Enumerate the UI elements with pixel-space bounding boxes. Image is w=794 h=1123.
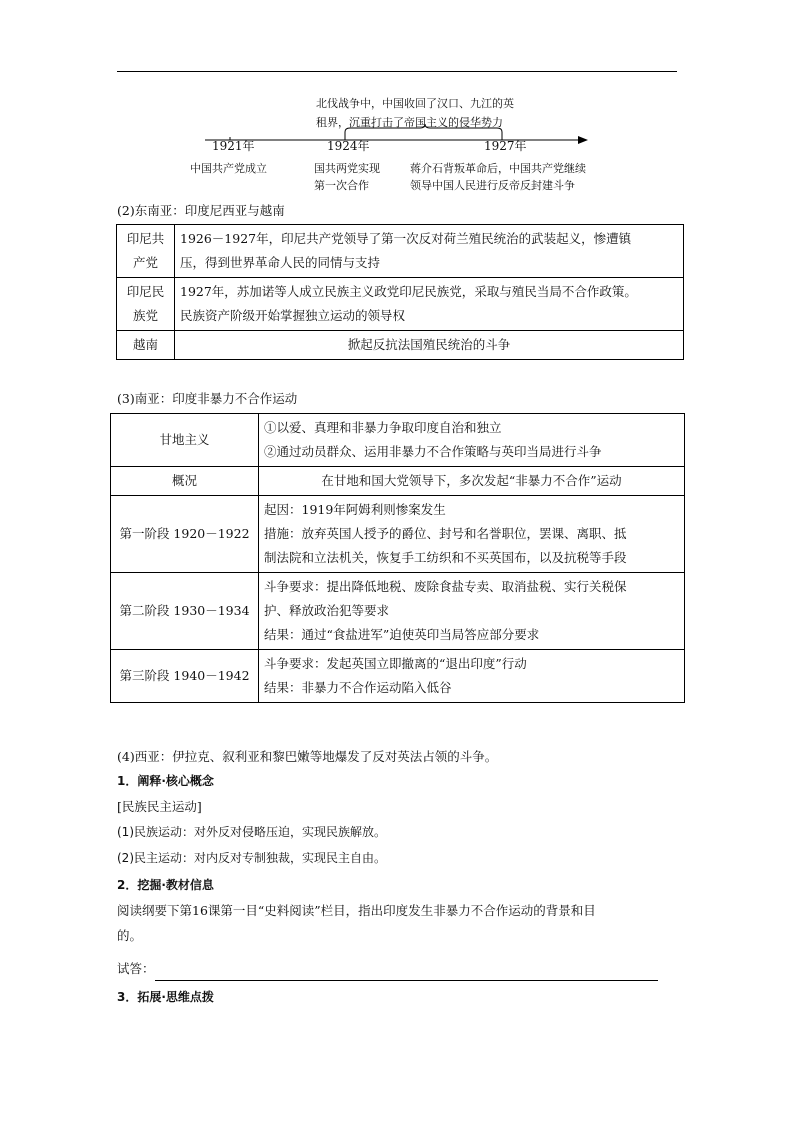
- table-row: [117, 331, 684, 360]
- row-label: 越南: [117, 331, 175, 360]
- caption-line: 国共两党实现: [314, 162, 380, 175]
- row-label: 甘地主义: [111, 414, 259, 467]
- answer-line[interactable]: [155, 966, 658, 981]
- timeline-year: 1924年: [327, 139, 370, 153]
- timeline-note: [316, 94, 556, 132]
- answer-row: [117, 956, 682, 981]
- row-label: 印尼民 族党: [117, 278, 175, 331]
- table-row: [111, 414, 685, 467]
- row-label: 概况: [111, 467, 259, 496]
- timeline-note-line: 北伐战争中，中国收回了汉口、九江的英: [316, 97, 514, 110]
- section-title-textbook-info: 2．挖掘·教材信息: [117, 878, 214, 892]
- row-content: 斗争要求：发起英国立即撤离的“退出印度”行动 结果：非暴力不合作运动陷入低谷: [259, 650, 685, 703]
- caption-line: 第一次合作: [314, 179, 369, 192]
- timeline: [0, 0, 794, 200]
- row-label: 第二阶段 1930－1934: [111, 573, 259, 650]
- question-paragraph: [117, 898, 682, 948]
- timeline-year: 1921年: [212, 139, 255, 153]
- timeline-year: 1927年: [484, 139, 527, 153]
- caption-line: 蒋介石背叛革命后，中国共产党继续: [410, 162, 586, 175]
- timeline-caption: [410, 160, 586, 194]
- section-heading-south-asia: (3)南亚：印度非暴力不合作运动: [117, 391, 298, 406]
- section-heading-southeast-asia: (2)东南亚：印度尼西亚与越南: [117, 203, 285, 218]
- question-line: 的。: [117, 928, 143, 943]
- southeast-asia-table: [116, 224, 684, 360]
- concept-line: (1)民族运动：对外反对侵略压迫，实现民族解放。: [117, 825, 386, 839]
- row-label: 第一阶段 1920－1922: [111, 496, 259, 573]
- section-title-core-concepts: 1．阐释·核心概念: [117, 774, 214, 788]
- concept-subtitle: [民族民主运动]: [117, 799, 202, 814]
- west-asia-paragraph: (4)西亚：伊拉克、叙利亚和黎巴嫩等地爆发了反对英法占领的斗争。: [117, 749, 498, 764]
- row-label: 印尼共 产党: [117, 225, 175, 278]
- row-content: 起因：1919年阿姆利则惨案发生 措施：放弃英国人授予的爵位、封号和名誉职位，罢课、离职、抵 制法院和立法机关，恢复手工纺织和不买英国布，以及抗税等手段: [259, 496, 685, 573]
- answer-label: 试答：: [117, 961, 155, 976]
- row-content: 1926－1927年，印尼共产党领导了第一次反对荷兰殖民统治的武装起义，惨遭镇 压，得到世界革命人民的同情与支持: [175, 225, 684, 278]
- concept-line: (2)民主运动：对内反对专制独裁，实现民主自由。: [117, 851, 386, 865]
- timeline-caption: [314, 160, 380, 194]
- table-row: [111, 650, 685, 703]
- table-row: [111, 496, 685, 573]
- caption-line: 领导中国人民进行反帝反封建斗争: [410, 179, 575, 192]
- south-asia-table: [110, 413, 685, 703]
- timeline-caption: [190, 160, 267, 177]
- caption-line: 中国共产党成立: [190, 162, 267, 175]
- row-content: 在甘地和国大党领导下，多次发起“非暴力不合作”运动: [259, 467, 685, 496]
- row-content: 斗争要求：提出降低地税、废除食盐专卖、取消盐税、实行关税保 护、释放政治犯等要求 结果：通过“食盐进军”迫使英印当局答应部分要求: [259, 573, 685, 650]
- table-row: [111, 573, 685, 650]
- row-content: 1927年，苏加诺等人成立民族主义政党印尼民族党，采取与殖民当局不合作政策。 民族资产阶级开始掌握独立运动的领导权: [175, 278, 684, 331]
- row-content: ①以爱、真理和非暴力争取印度自治和独立 ②通过动员群众、运用非暴力不合作策略与英印当局进行斗争: [259, 414, 685, 467]
- question-line: 阅读纲要下第16课第一目“史料阅读”栏目，指出印度发生非暴力不合作运动的背景和目: [117, 903, 596, 918]
- table-row: [111, 467, 685, 496]
- section-title-thinking: 3．拓展·思维点拨: [117, 990, 214, 1004]
- table-row: [117, 278, 684, 331]
- row-label: 第三阶段 1940－1942: [111, 650, 259, 703]
- row-content: 掀起反抗法国殖民统治的斗争: [175, 331, 684, 360]
- timeline-note-line: 租界，沉重打击了帝国主义的侵华势力: [316, 116, 503, 129]
- table-row: [117, 225, 684, 278]
